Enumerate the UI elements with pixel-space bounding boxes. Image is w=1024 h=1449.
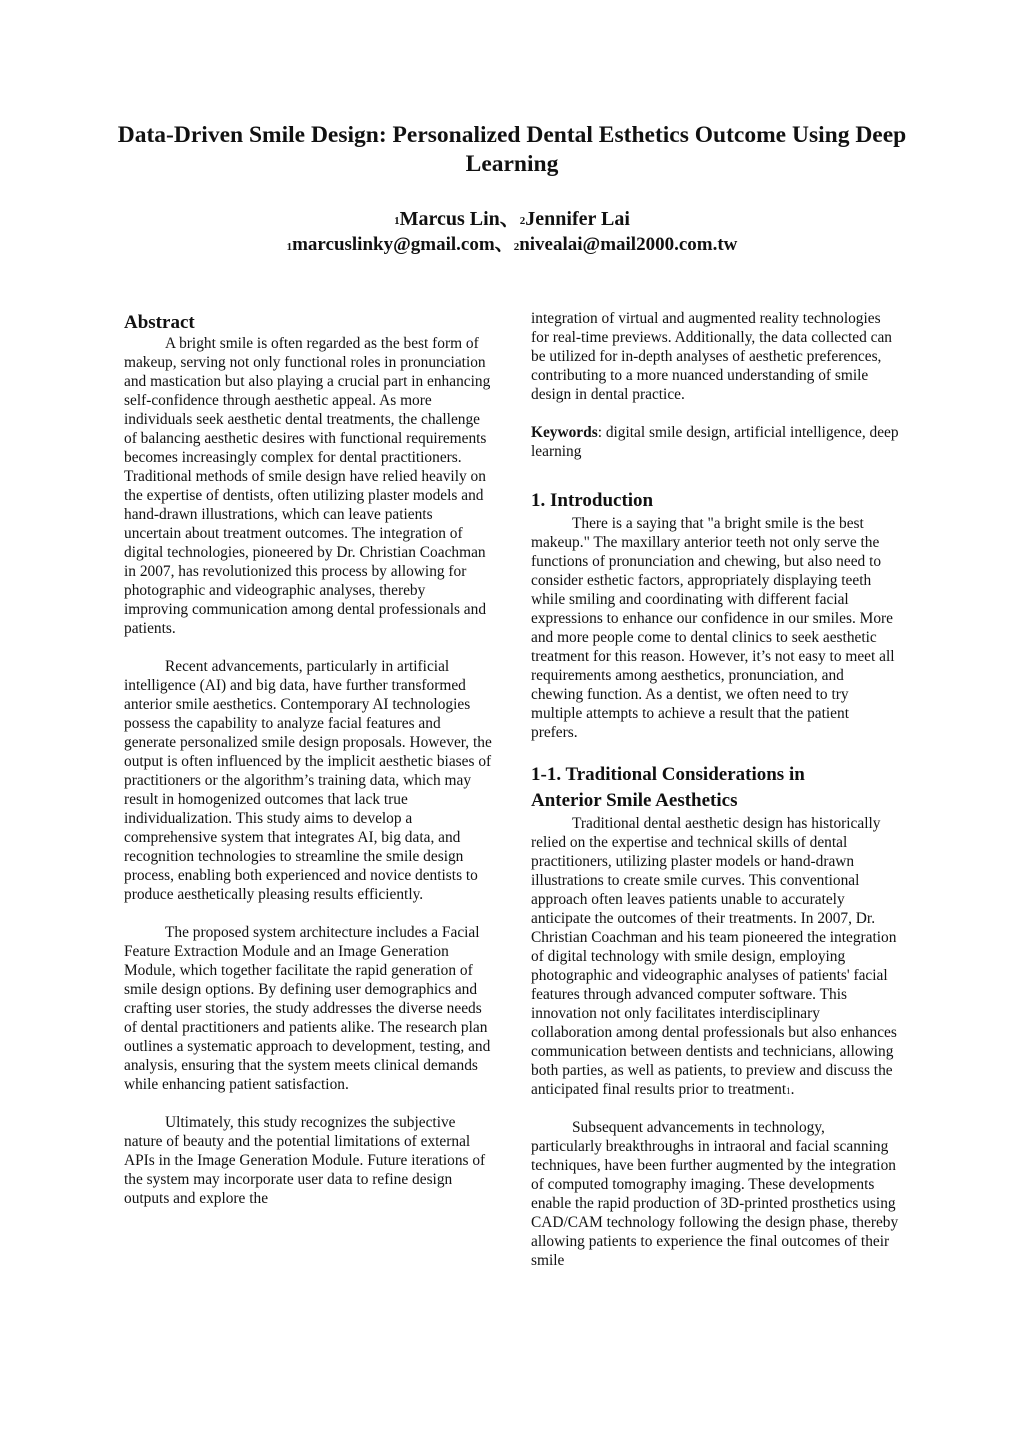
footnote-marker: 1 bbox=[786, 1086, 791, 1096]
section-1-1-heading-line-2: Anterior Smile Aesthetics bbox=[531, 790, 738, 811]
section-1-1-heading bbox=[531, 762, 899, 814]
author-line bbox=[0, 205, 1024, 233]
right-column bbox=[531, 309, 899, 1270]
email-separator: 、 bbox=[494, 234, 514, 255]
email-line bbox=[0, 231, 1024, 259]
author-2-name: Jennifer Lai bbox=[525, 208, 630, 230]
paper-title: Data-Driven Smile Design: Personalized Dental Esthetics Outcome Using Deep Learning bbox=[117, 122, 907, 177]
email-1: marcuslinky@gmail.com bbox=[292, 234, 495, 255]
section-1-1-paragraph-1-text: Traditional dental aesthetic design has historically relied on the expertise and technical skills of dental practitioners, utilizing plaster models or hand-drawn illustrations to create smile curves. This conventional approach often leaves patients unable to accurately anticipate the outcomes of their treatments. In 2007, Dr. Christian Coachman and his team pioneered the integration of digital technology with smile design, employing photographic and videographic analyses of patients' facial features through advanced computer software. This innovation not only facilitates interdisciplinary collaboration among dental professionals but also enhances communication between dentists and technicians, allowing both parties, as well as patients, to preview and discuss the anticipated final results prior to treatment bbox=[531, 815, 897, 1098]
abstract-paragraph-1: A bright smile is often regarded as the best form of makeup, serving not only functional roles in pronunciation and mastication but also playing a crucial part in enhancing self-confidence through aesthetic appeal. As more individuals seek aesthetic dental treatments, the challenge of balancing aesthetic desires with functional requirements becomes increasingly complex for dental practitioners. Traditional methods of smile design have relied heavily on the expertise of dentists, often utilizing plaster models and hand-drawn illustrations, which can leave patients uncertain about treatment outcomes. The integration of digital technologies, pioneered by Dr. Christian Coachman in 2007, has revolutionized this process by allowing for photographic and videographic analyses, thereby improving communication among dental professionals and patients. bbox=[124, 335, 491, 637]
introduction-paragraph-1: There is a saying that "a bright smile is the best makeup." The maxillary anterior teeth not only serve the functions of pronunciation and chewing, but also need to consider esthetic factors, appropriately displaying teeth while smiling and coordinating with different facial expressions to enhance our confidence in our smiles. More and more people come to dental clinics to seek aesthetic treatment for this reason. However, it’s not easy to meet all requirements among aesthetics, pronunciation, and chewing function. As a dentist, we often need to try multiple attempts to achieve a result that the patient prefers. bbox=[531, 515, 895, 741]
abstract-paragraph-3: The proposed system architecture includes a Facial Feature Extraction Module and an Image Generation Module, which together facilitate the rapid generation of smile design options. By defining user demographics and crafting user stories, the study addresses the diverse needs of dental practitioners and patients alike. The research plan outlines a systematic approach to development, testing, and analysis, ensuring that the system meets clinical demands while enhancing patient satisfaction. bbox=[124, 924, 491, 1093]
email-1-number: 1 bbox=[286, 241, 293, 253]
keywords-text: : digital smile design, artificial intelligence, deep learning bbox=[531, 424, 899, 460]
keywords bbox=[531, 423, 899, 461]
author-separator: 、 bbox=[499, 208, 520, 230]
author-2-number: 2 bbox=[519, 215, 526, 227]
email-2: nivealai@mail2000.com.tw bbox=[519, 234, 738, 255]
section-1-1-heading-line-1: 1-1. Traditional Considerations in bbox=[531, 764, 805, 785]
introduction-heading: 1. Introduction bbox=[531, 490, 654, 511]
section-1-1-paragraph-1 bbox=[531, 814, 899, 1099]
section-1-1-paragraph-1-end: . bbox=[790, 1081, 795, 1098]
left-column bbox=[124, 312, 492, 1208]
author-1-name: Marcus Lin bbox=[399, 208, 500, 230]
section-1-1-paragraph-2: Subsequent advancements in technology, particularly breakthroughs in intraoral and facial scanning techniques, have been further augmented by the integration of computed tomography imaging. These developments enable the rapid production of 3D-printed prosthetics using CAD/CAM technology following the design phase, thereby allowing patients to experience the final outcomes of their smile bbox=[531, 1119, 899, 1269]
email-2-number: 2 bbox=[513, 241, 520, 253]
abstract-paragraph-4: Ultimately, this study recognizes the subjective nature of beauty and the potential limitations of external APIs in the Image Generation Module. Future iterations of the system may incorporate user data to refine design outputs and explore the bbox=[124, 1114, 486, 1207]
abstract-paragraph-4-continued: integration of virtual and augmented reality technologies for real-time previews. Additionally, the data collected can be utilized for in-depth analyses of aesthetic preferences, contributing to a more nuanced understanding of smile design in dental practice. bbox=[531, 310, 892, 403]
abstract-heading: Abstract bbox=[124, 312, 195, 333]
abstract-paragraph-2: Recent advancements, particularly in artificial intelligence (AI) and big data, have further transformed anterior smile aesthetics. Contemporary AI technologies possess the capability to analyze facial features and generate personalized smile design proposals. However, the output is often influenced by the implicit aesthetic biases of practitioners or the algorithm’s training data, which may result in homogenized outcomes that lack true individualization. This study aims to develop a comprehensive system that integrates AI, big data, and recognition technologies to streamline the smile design process, enabling both experienced and novice dentists to produce aesthetically pleasing results efficiently. bbox=[124, 658, 492, 903]
keywords-label: Keywords bbox=[531, 424, 598, 441]
author-1-number: 1 bbox=[394, 215, 400, 227]
